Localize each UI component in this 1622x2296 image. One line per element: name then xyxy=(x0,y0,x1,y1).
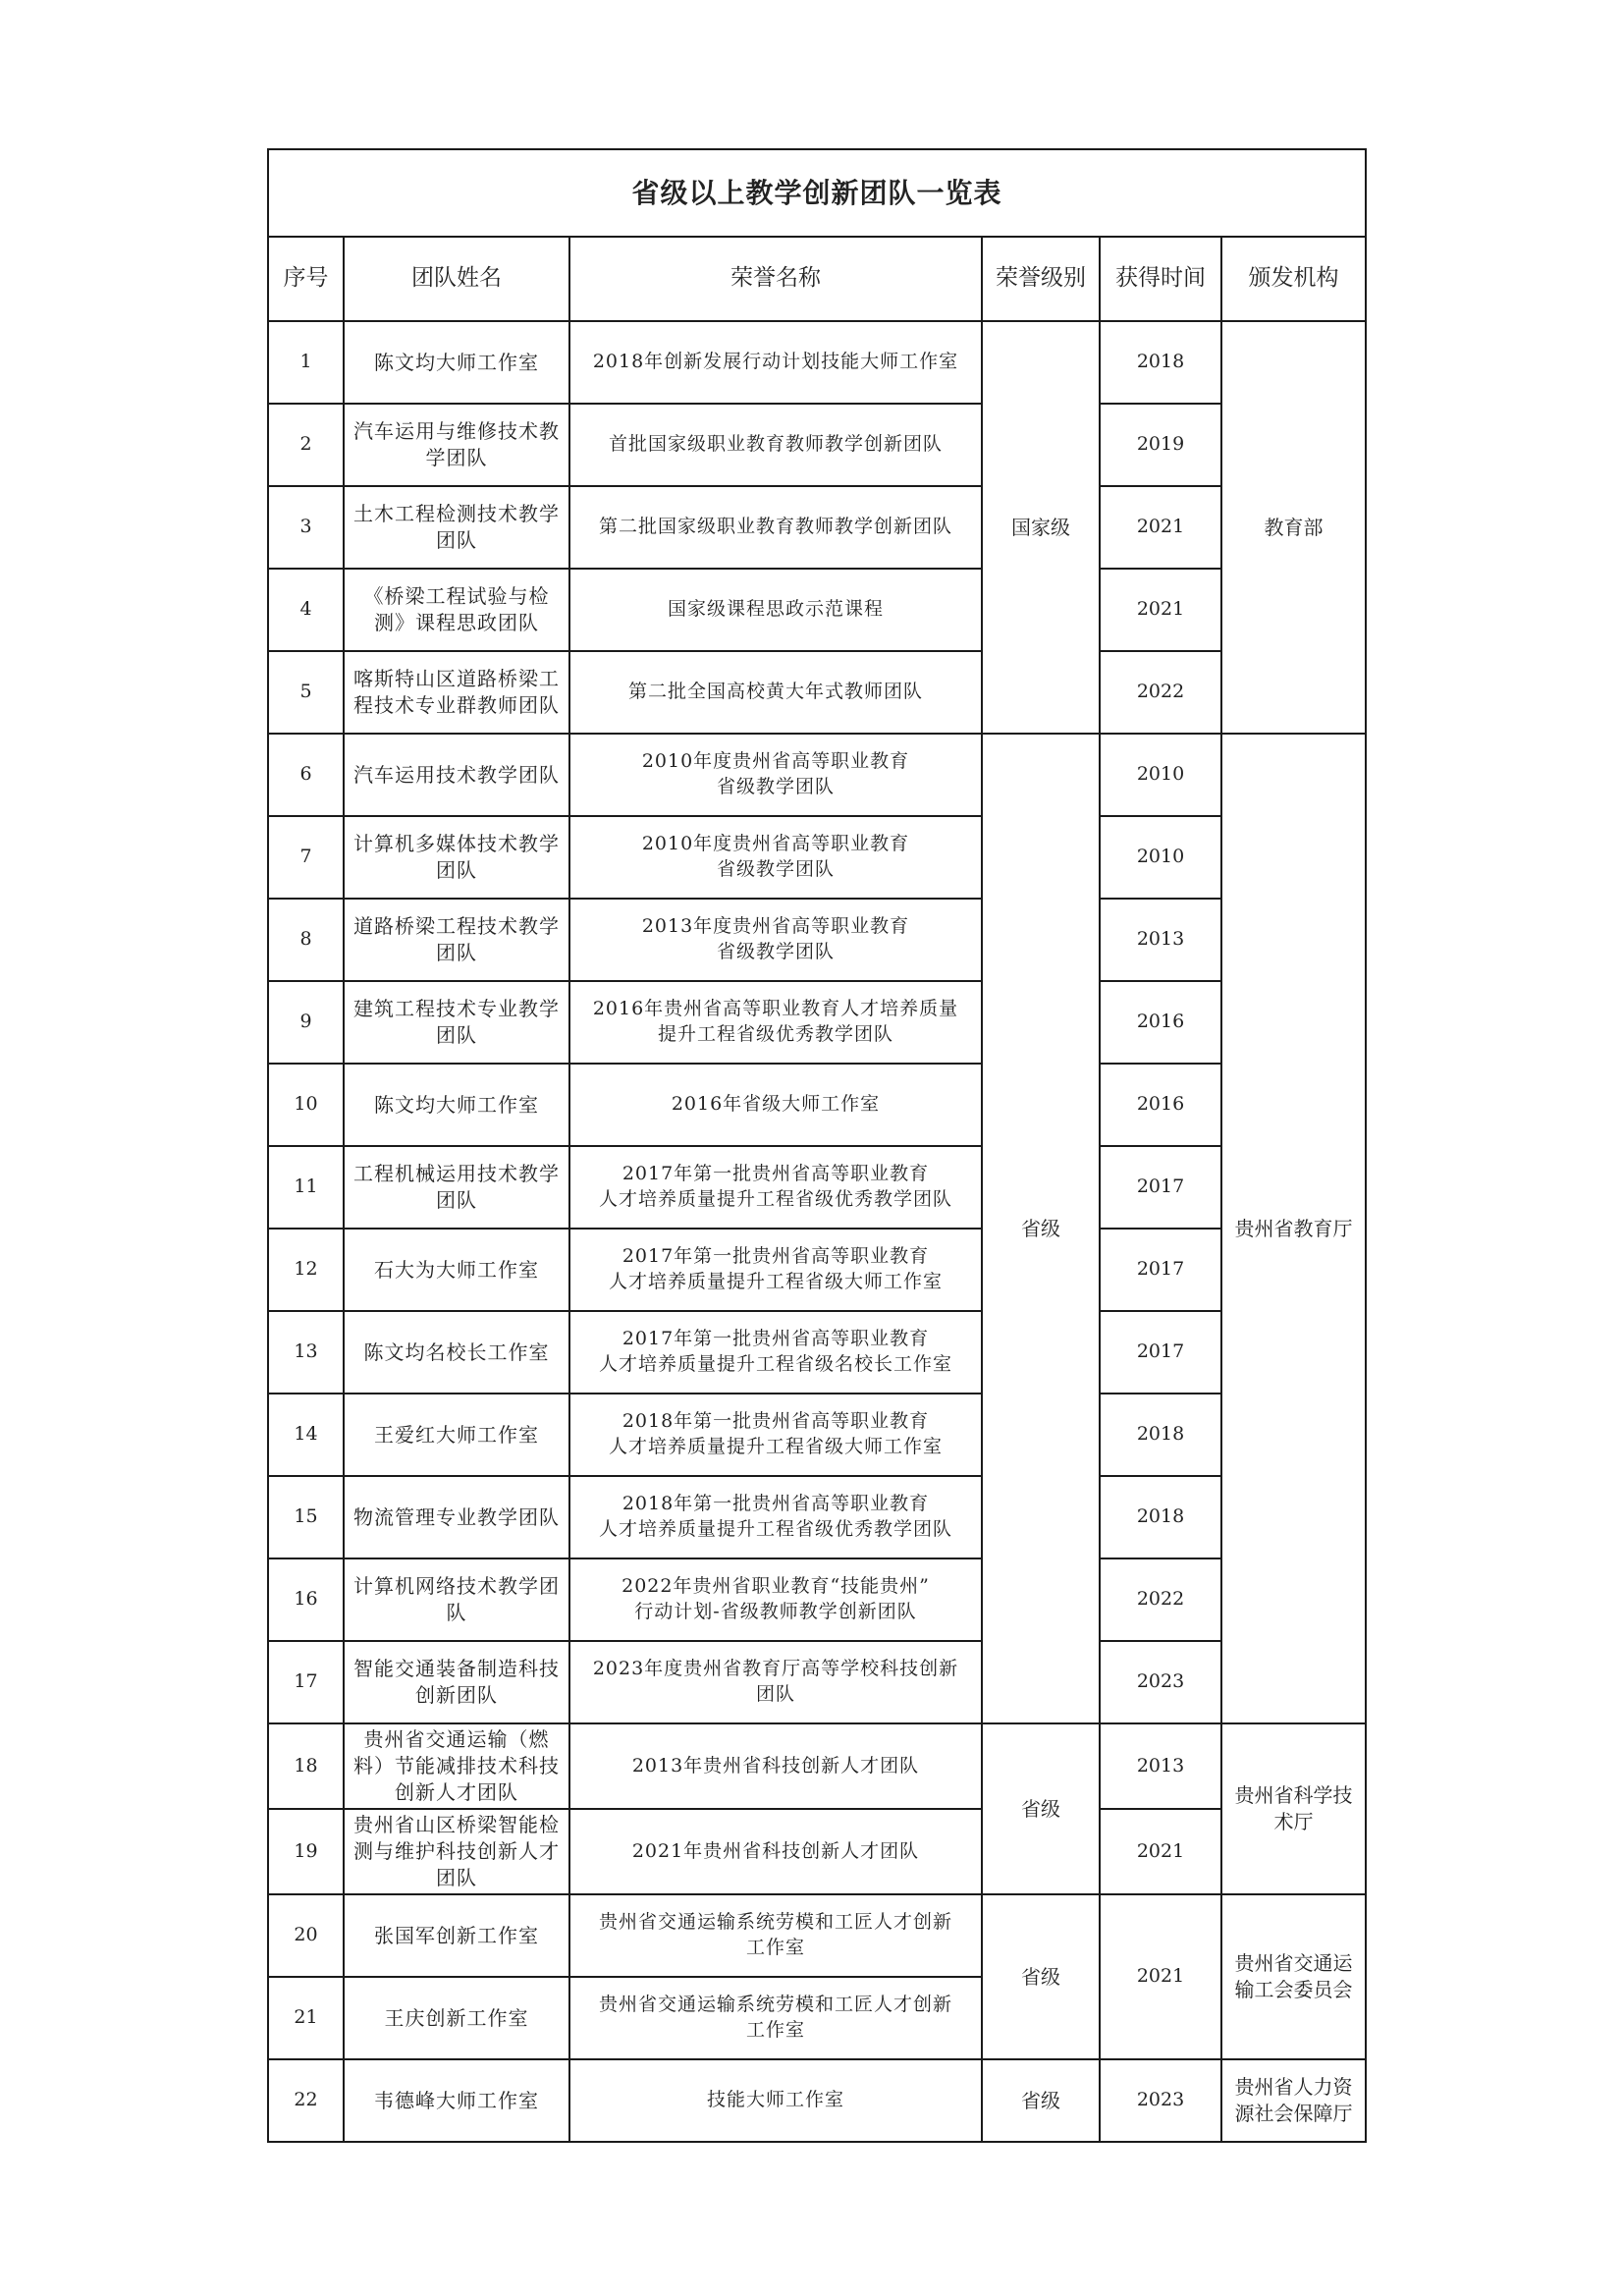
table-row xyxy=(268,1723,1366,1809)
cell-seq: 1 xyxy=(268,321,344,404)
honor-line: 工作室 xyxy=(745,1937,805,1958)
cell-honor xyxy=(569,1809,982,1894)
honor-line: 省级教学团队 xyxy=(716,776,835,797)
cell-honor xyxy=(569,1394,982,1476)
honor-line: 提升工程省级优秀教学团队 xyxy=(657,1023,893,1045)
cell-year: 2010 xyxy=(1100,816,1221,899)
honor-line: 2010年度贵州省高等职业教育 xyxy=(641,833,910,855)
cell-team-name: 张国军创新工作室 xyxy=(344,1894,569,1977)
cell-level: 省级 xyxy=(982,1723,1100,1894)
honor-line: 第二批全国高校黄大年式教师团队 xyxy=(627,681,923,703)
header-level: 荣誉级别 xyxy=(982,237,1100,321)
cell-honor xyxy=(569,1558,982,1641)
table-row xyxy=(268,734,1366,816)
honor-line: 2023年度贵州省教育厅高等学校科技创新 xyxy=(592,1658,959,1680)
honor-line: 2018年创新发展行动计划技能大师工作室 xyxy=(592,351,959,373)
honor-line: 团队 xyxy=(755,1683,795,1705)
cell-year: 2021 xyxy=(1100,486,1221,569)
honor-line: 2010年度贵州省高等职业教育 xyxy=(641,750,910,773)
honor-line: 省级教学团队 xyxy=(716,941,835,962)
cell-year: 2023 xyxy=(1100,1641,1221,1723)
honor-line: 2016年省级大师工作室 xyxy=(671,1093,881,1116)
table-row xyxy=(268,486,1366,569)
header-issuer: 颁发机构 xyxy=(1221,237,1366,321)
table-row xyxy=(268,1809,1366,1894)
cell-level: 国家级 xyxy=(982,321,1100,734)
cell-seq: 16 xyxy=(268,1558,344,1641)
cell-seq: 9 xyxy=(268,981,344,1064)
honor-line: 人才培养质量提升工程省级大师工作室 xyxy=(608,1436,943,1457)
cell-honor xyxy=(569,2059,982,2142)
cell-team-name: 计算机网络技术教学团队 xyxy=(344,1558,569,1641)
cell-honor xyxy=(569,569,982,651)
table-row xyxy=(268,321,1366,404)
cell-team-name: 工程机械运用技术教学团队 xyxy=(344,1146,569,1229)
table-row xyxy=(268,1229,1366,1311)
honor-line: 人才培养质量提升工程省级优秀教学团队 xyxy=(598,1188,952,1210)
honor-line: 技能大师工作室 xyxy=(706,2089,844,2111)
table-row xyxy=(268,1641,1366,1723)
honor-line: 行动计划-省级教师教学创新团队 xyxy=(634,1601,917,1622)
cell-team-name: 陈文均大师工作室 xyxy=(344,1064,569,1146)
table-body xyxy=(268,321,1366,2142)
cell-team-name: 建筑工程技术专业教学团队 xyxy=(344,981,569,1064)
cell-issuer: 贵州省教育厅 xyxy=(1221,734,1366,1723)
cell-seq: 13 xyxy=(268,1311,344,1394)
table-row xyxy=(268,981,1366,1064)
table-row xyxy=(268,651,1366,734)
honor-line: 工作室 xyxy=(745,2019,805,2041)
cell-year: 2023 xyxy=(1100,2059,1221,2142)
cell-seq: 6 xyxy=(268,734,344,816)
cell-year: 2017 xyxy=(1100,1311,1221,1394)
honor-line: 国家级课程思政示范课程 xyxy=(667,598,884,621)
honor-line: 2022年贵州省职业教育“技能贵州” xyxy=(622,1575,930,1598)
honor-line: 第二批国家级职业教育教师教学创新团队 xyxy=(598,516,952,538)
cell-seq: 18 xyxy=(268,1723,344,1809)
cell-honor xyxy=(569,321,982,404)
cell-seq: 22 xyxy=(268,2059,344,2142)
cell-year: 2018 xyxy=(1100,1476,1221,1558)
honor-line: 2017年第一批贵州省高等职业教育 xyxy=(622,1328,930,1350)
cell-honor xyxy=(569,1476,982,1558)
cell-team-name: 物流管理专业教学团队 xyxy=(344,1476,569,1558)
cell-issuer: 教育部 xyxy=(1221,321,1366,734)
honor-line: 贵州省交通运输系统劳模和工匠人才创新 xyxy=(598,1911,952,1934)
cell-team-name: 汽车运用技术教学团队 xyxy=(344,734,569,816)
honor-line: 2021年贵州省科技创新人才团队 xyxy=(631,1839,920,1862)
cell-seq: 11 xyxy=(268,1146,344,1229)
honor-line: 人才培养质量提升工程省级大师工作室 xyxy=(608,1271,943,1292)
cell-honor xyxy=(569,1064,982,1146)
cell-honor xyxy=(569,899,982,981)
cell-seq: 15 xyxy=(268,1476,344,1558)
cell-team-name: 陈文均名校长工作室 xyxy=(344,1311,569,1394)
cell-year: 2016 xyxy=(1100,1064,1221,1146)
cell-honor xyxy=(569,1977,982,2059)
header-team: 团队姓名 xyxy=(344,237,569,321)
cell-seq: 10 xyxy=(268,1064,344,1146)
header-seq: 序号 xyxy=(268,237,344,321)
table-row xyxy=(268,1064,1366,1146)
honor-line: 2017年第一批贵州省高等职业教育 xyxy=(622,1245,930,1268)
cell-honor xyxy=(569,734,982,816)
cell-seq: 17 xyxy=(268,1641,344,1723)
table-title: 省级以上教学创新团队一览表 xyxy=(268,149,1366,237)
cell-honor xyxy=(569,404,982,486)
cell-seq: 21 xyxy=(268,1977,344,2059)
cell-team-name: 贵州省山区桥梁智能检测与维护科技创新人才团队 xyxy=(344,1809,569,1894)
cell-team-name: 土木工程检测技术教学团队 xyxy=(344,486,569,569)
honor-line: 2013年度贵州省高等职业教育 xyxy=(641,915,910,938)
cell-team-name: 道路桥梁工程技术教学团队 xyxy=(344,899,569,981)
cell-seq: 4 xyxy=(268,569,344,651)
honor-line: 人才培养质量提升工程省级名校长工作室 xyxy=(598,1353,952,1375)
cell-seq: 14 xyxy=(268,1394,344,1476)
cell-seq: 5 xyxy=(268,651,344,734)
table-row xyxy=(268,404,1366,486)
table-row xyxy=(268,2059,1366,2142)
table-row xyxy=(268,1558,1366,1641)
honor-line: 人才培养质量提升工程省级优秀教学团队 xyxy=(598,1518,952,1540)
cell-issuer: 贵州省人力资源社会保障厅 xyxy=(1221,2059,1366,2142)
cell-issuer: 贵州省科学技术厅 xyxy=(1221,1723,1366,1894)
cell-team-name: 汽车运用与维修技术教学团队 xyxy=(344,404,569,486)
cell-team-name: 王爱红大师工作室 xyxy=(344,1394,569,1476)
cell-honor xyxy=(569,1641,982,1723)
cell-team-name: 《桥梁工程试验与检测》课程思政团队 xyxy=(344,569,569,651)
table-row xyxy=(268,569,1366,651)
honor-line: 贵州省交通运输系统劳模和工匠人才创新 xyxy=(598,1994,952,2016)
cell-seq: 2 xyxy=(268,404,344,486)
table-row xyxy=(268,1311,1366,1394)
cell-honor xyxy=(569,1229,982,1311)
cell-year: 2021 xyxy=(1100,1809,1221,1894)
honor-line: 2016年贵州省高等职业教育人才培养质量 xyxy=(592,998,959,1020)
cell-level: 省级 xyxy=(982,2059,1100,2142)
honor-line: 2018年第一批贵州省高等职业教育 xyxy=(622,1493,930,1515)
cell-team-name: 韦德峰大师工作室 xyxy=(344,2059,569,2142)
table-row xyxy=(268,899,1366,981)
cell-issuer: 贵州省交通运输工会委员会 xyxy=(1221,1894,1366,2059)
cell-honor xyxy=(569,981,982,1064)
cell-seq: 20 xyxy=(268,1894,344,1977)
cell-team-name: 陈文均大师工作室 xyxy=(344,321,569,404)
cell-year: 2022 xyxy=(1100,1558,1221,1641)
cell-team-name: 贵州省交通运输（燃料）节能减排技术科技创新人才团队 xyxy=(344,1723,569,1809)
cell-year: 2018 xyxy=(1100,1394,1221,1476)
cell-seq: 12 xyxy=(268,1229,344,1311)
cell-team-name: 喀斯特山区道路桥梁工程技术专业群教师团队 xyxy=(344,651,569,734)
cell-year: 2021 xyxy=(1100,569,1221,651)
cell-year: 2017 xyxy=(1100,1229,1221,1311)
cell-year: 2016 xyxy=(1100,981,1221,1064)
table-row xyxy=(268,1894,1366,1977)
cell-honor xyxy=(569,486,982,569)
table-row xyxy=(268,1476,1366,1558)
honor-line: 2013年贵州省科技创新人才团队 xyxy=(631,1754,920,1777)
cell-honor xyxy=(569,1723,982,1809)
header-year: 获得时间 xyxy=(1100,237,1221,321)
table-row xyxy=(268,816,1366,899)
teams-table xyxy=(267,148,1367,2143)
cell-honor xyxy=(569,1311,982,1394)
cell-year: 2013 xyxy=(1100,899,1221,981)
cell-year: 2018 xyxy=(1100,321,1221,404)
cell-honor xyxy=(569,816,982,899)
cell-level: 省级 xyxy=(982,1894,1100,2059)
table-row xyxy=(268,1394,1366,1476)
honor-line: 2018年第一批贵州省高等职业教育 xyxy=(622,1410,930,1433)
cell-honor xyxy=(569,651,982,734)
cell-year: 2010 xyxy=(1100,734,1221,816)
honor-line: 首批国家级职业教育教师教学创新团队 xyxy=(608,433,943,456)
cell-team-name: 智能交通装备制造科技创新团队 xyxy=(344,1641,569,1723)
cell-year: 2021 xyxy=(1100,1894,1221,2059)
cell-year: 2017 xyxy=(1100,1146,1221,1229)
cell-seq: 7 xyxy=(268,816,344,899)
cell-year: 2019 xyxy=(1100,404,1221,486)
cell-honor xyxy=(569,1146,982,1229)
cell-year: 2013 xyxy=(1100,1723,1221,1809)
cell-level: 省级 xyxy=(982,734,1100,1723)
cell-seq: 8 xyxy=(268,899,344,981)
honor-line: 省级教学团队 xyxy=(716,858,835,880)
cell-team-name: 计算机多媒体技术教学团队 xyxy=(344,816,569,899)
honor-line: 2017年第一批贵州省高等职业教育 xyxy=(622,1163,930,1185)
header-honor: 荣誉名称 xyxy=(569,237,982,321)
cell-seq: 3 xyxy=(268,486,344,569)
cell-seq: 19 xyxy=(268,1809,344,1894)
table-row xyxy=(268,1146,1366,1229)
cell-team-name: 王庆创新工作室 xyxy=(344,1977,569,2059)
cell-team-name: 石大为大师工作室 xyxy=(344,1229,569,1311)
cell-year: 2022 xyxy=(1100,651,1221,734)
cell-honor xyxy=(569,1894,982,1977)
